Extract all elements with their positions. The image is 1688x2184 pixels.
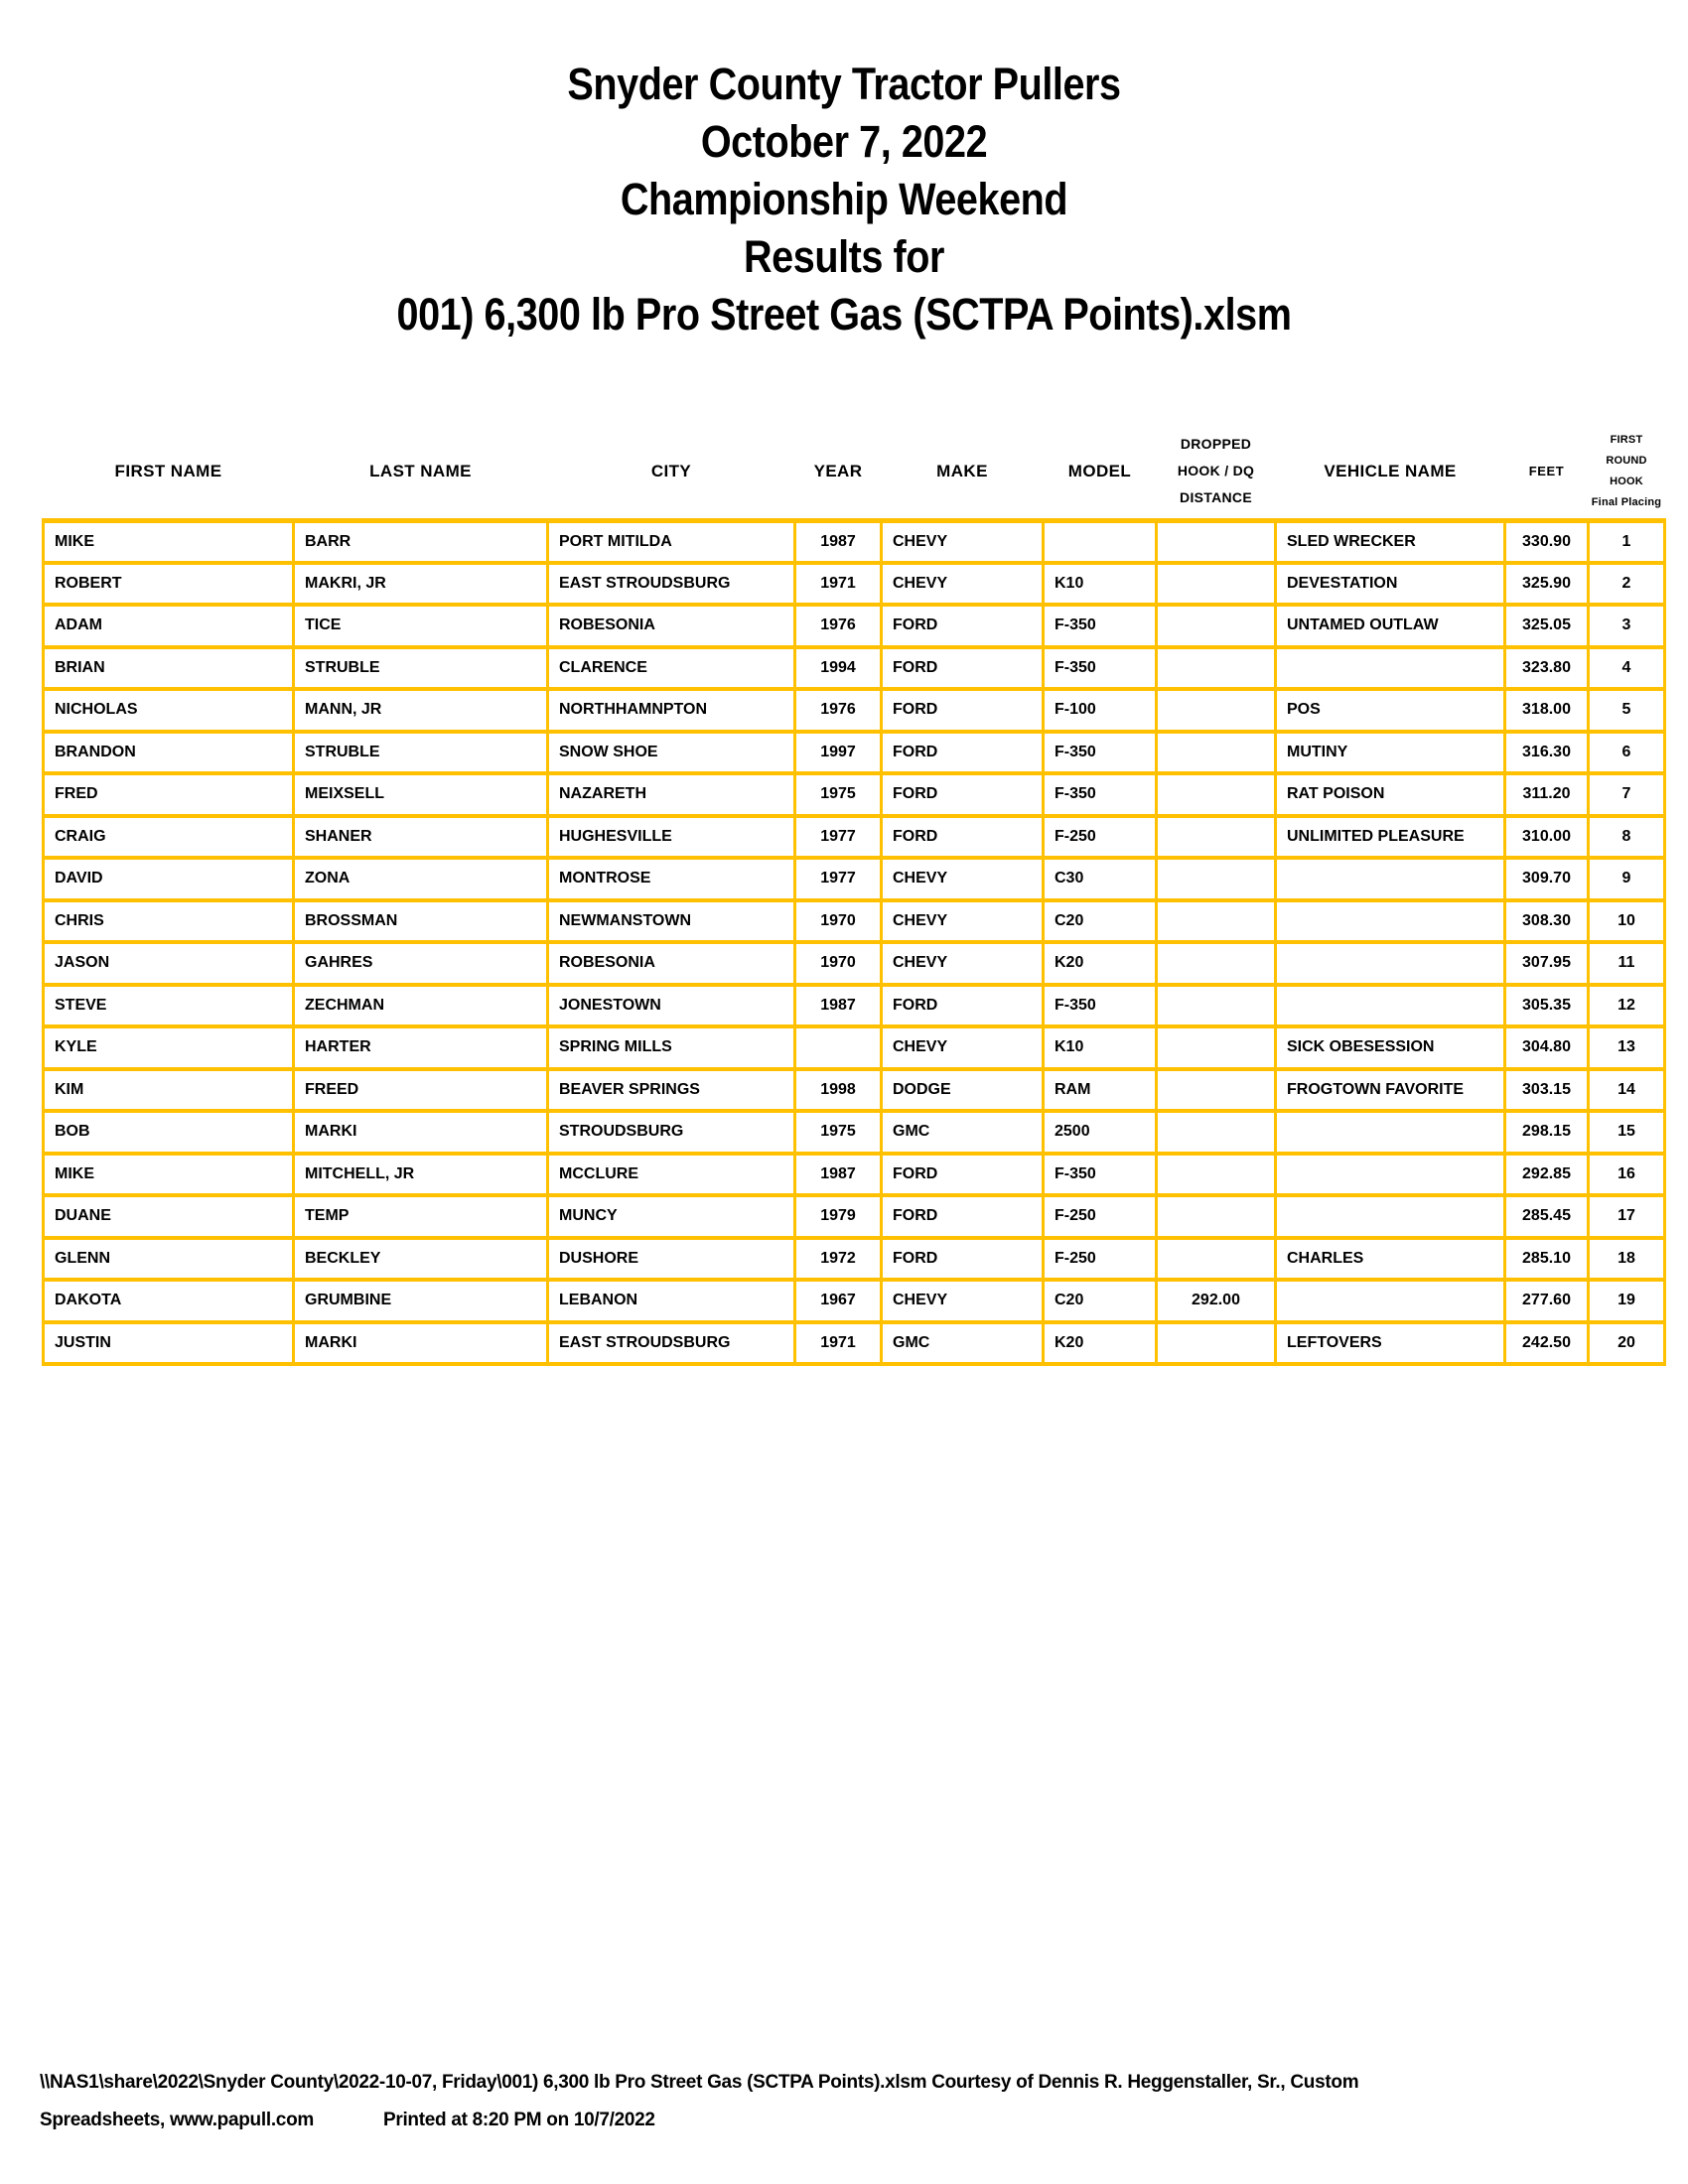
table-cell: 1967 <box>795 1280 882 1322</box>
table-cell: BECKLEY <box>294 1238 548 1281</box>
table-cell: CLARENCE <box>548 647 795 690</box>
table-cell: 1971 <box>795 1322 882 1365</box>
table-cell: CHEVY <box>882 858 1044 900</box>
table-cell: 1987 <box>795 985 882 1027</box>
table-cell: 1979 <box>795 1195 882 1238</box>
table-row <box>44 1154 1665 1196</box>
table-cell: RAT POISON <box>1276 773 1505 816</box>
table-cell: K10 <box>1044 1026 1157 1069</box>
table-cell: MIKE <box>44 1154 294 1196</box>
table-cell: 1997 <box>795 732 882 774</box>
event-name: Championship Weekend <box>620 174 1068 224</box>
table-cell: TICE <box>294 605 548 647</box>
table-cell <box>795 1026 882 1069</box>
table-cell: 323.80 <box>1505 647 1589 690</box>
table-row <box>44 563 1665 606</box>
table-cell <box>1044 520 1157 563</box>
table-cell: FORD <box>882 732 1044 774</box>
table-row <box>44 985 1665 1027</box>
footer-file-path: \\NAS1\share\2022\Snyder County\2022-10-07, Friday\001) 6,300 lb Pro Street Gas (SCTPA Points).xlsm Courtesy of Dennis R. Heggenstaller, Sr., Custom <box>40 2072 1359 2093</box>
col-header-feet: FEET <box>1505 425 1589 520</box>
table-cell <box>1276 942 1505 985</box>
table-cell: HARTER <box>294 1026 548 1069</box>
table-cell <box>1157 605 1276 647</box>
table-cell: 18 <box>1589 1238 1665 1281</box>
table-cell: BRIAN <box>44 647 294 690</box>
col-header-first-round-line3: Final Placing <box>1591 495 1662 508</box>
table-cell: 311.20 <box>1505 773 1589 816</box>
table-cell: FORD <box>882 647 1044 690</box>
table-cell: SNOW SHOE <box>548 732 795 774</box>
table-cell: CHEVY <box>882 1280 1044 1322</box>
table-cell: MEIXSELL <box>294 773 548 816</box>
table-cell: F-250 <box>1044 1238 1157 1281</box>
table-cell: 1976 <box>795 689 882 732</box>
table-cell: KIM <box>44 1069 294 1112</box>
table-cell: 7 <box>1589 773 1665 816</box>
table-cell: 303.15 <box>1505 1069 1589 1112</box>
table-cell: C20 <box>1044 900 1157 943</box>
table-cell: SLED WRECKER <box>1276 520 1505 563</box>
table-cell: 1977 <box>795 858 882 900</box>
table-cell: MITCHELL, JR <box>294 1154 548 1196</box>
table-cell: FORD <box>882 1154 1044 1196</box>
col-header-city: CITY <box>548 425 795 520</box>
table-cell: BROSSMAN <box>294 900 548 943</box>
table-cell: F-350 <box>1044 985 1157 1027</box>
table-row <box>44 858 1665 900</box>
table-cell: F-350 <box>1044 647 1157 690</box>
table-row <box>44 1238 1665 1281</box>
table-cell: F-350 <box>1044 1154 1157 1196</box>
table-cell: GMC <box>882 1322 1044 1365</box>
table-cell: FORD <box>882 605 1044 647</box>
table-cell: FORD <box>882 1195 1044 1238</box>
table-cell: CHEVY <box>882 900 1044 943</box>
table-cell <box>1276 1195 1505 1238</box>
table-cell <box>1276 900 1505 943</box>
table-cell: 305.35 <box>1505 985 1589 1027</box>
footer-printed-at: Printed at 8:20 PM on 10/7/2022 <box>382 2110 655 2130</box>
table-cell: 318.00 <box>1505 689 1589 732</box>
table-cell: FORD <box>882 816 1044 859</box>
table-cell: CRAIG <box>44 816 294 859</box>
table-cell: MUTINY <box>1276 732 1505 774</box>
table-cell: EAST STROUDSBURG <box>548 563 795 606</box>
table-cell: 308.30 <box>1505 900 1589 943</box>
table-cell: 1970 <box>795 900 882 943</box>
table-cell: PORT MITILDA <box>548 520 795 563</box>
table-cell: FROGTOWN FAVORITE <box>1276 1069 1505 1112</box>
table-cell: STRUBLE <box>294 732 548 774</box>
table-cell: GLENN <box>44 1238 294 1281</box>
table-cell: JUSTIN <box>44 1322 294 1365</box>
table-cell: K20 <box>1044 1322 1157 1365</box>
table-cell: NICHOLAS <box>44 689 294 732</box>
table-cell: 1970 <box>795 942 882 985</box>
table-cell <box>1276 1111 1505 1154</box>
table-cell: DUANE <box>44 1195 294 1238</box>
table-cell <box>1157 647 1276 690</box>
table-cell: TEMP <box>294 1195 548 1238</box>
table-cell: 1987 <box>795 520 882 563</box>
col-header-dropped-line2: HOOK / DQ <box>1177 463 1255 479</box>
table-cell: 1975 <box>795 1111 882 1154</box>
table-cell: 277.60 <box>1505 1280 1589 1322</box>
table-cell: 292.85 <box>1505 1154 1589 1196</box>
table-cell: GRUMBINE <box>294 1280 548 1322</box>
table-row <box>44 942 1665 985</box>
table-cell: EAST STROUDSBURG <box>548 1322 795 1365</box>
col-header-year: YEAR <box>795 425 882 520</box>
col-header-first-name: FIRST NAME <box>44 425 294 520</box>
table-cell: 12 <box>1589 985 1665 1027</box>
results-for-label: Results for <box>743 231 944 282</box>
table-cell: DODGE <box>882 1069 1044 1112</box>
table-cell: 8 <box>1589 816 1665 859</box>
col-header-make: MAKE <box>882 425 1044 520</box>
table-cell <box>1276 985 1505 1027</box>
table-cell: MANN, JR <box>294 689 548 732</box>
table-cell: CHEVY <box>882 942 1044 985</box>
table-cell <box>1157 1111 1276 1154</box>
col-header-dropped-line1: DROPPED <box>1180 436 1252 453</box>
table-cell: 304.80 <box>1505 1026 1589 1069</box>
table-row <box>44 1195 1665 1238</box>
table-row <box>44 1111 1665 1154</box>
table-row <box>44 1026 1665 1069</box>
event-date: October 7, 2022 <box>700 116 988 167</box>
table-cell: 1 <box>1589 520 1665 563</box>
table-cell: 242.50 <box>1505 1322 1589 1365</box>
table-cell: F-250 <box>1044 1195 1157 1238</box>
table-cell: 307.95 <box>1505 942 1589 985</box>
table-cell: 1994 <box>795 647 882 690</box>
table-cell: 316.30 <box>1505 732 1589 774</box>
table-cell: LEBANON <box>548 1280 795 1322</box>
table-cell: SPRING MILLS <box>548 1026 795 1069</box>
table-cell: ZECHMAN <box>294 985 548 1027</box>
table-cell <box>1157 563 1276 606</box>
table-cell: 11 <box>1589 942 1665 985</box>
col-header-model: MODEL <box>1044 425 1157 520</box>
table-cell <box>1276 647 1505 690</box>
table-cell: K20 <box>1044 942 1157 985</box>
table-cell: CHEVY <box>882 563 1044 606</box>
table-cell: 4 <box>1589 647 1665 690</box>
table-cell: ROBERT <box>44 563 294 606</box>
table-cell: F-350 <box>1044 732 1157 774</box>
table-cell <box>1157 1069 1276 1112</box>
table-cell: ZONA <box>294 858 548 900</box>
table-cell: BRANDON <box>44 732 294 774</box>
table-cell: ADAM <box>44 605 294 647</box>
table-cell: BOB <box>44 1111 294 1154</box>
table-cell: HUGHESVILLE <box>548 816 795 859</box>
table-cell <box>1157 1238 1276 1281</box>
table-cell <box>1276 1280 1505 1322</box>
table-row <box>44 689 1665 732</box>
table-cell: DUSHORE <box>548 1238 795 1281</box>
table-cell: 309.70 <box>1505 858 1589 900</box>
table-row <box>44 900 1665 943</box>
table-cell <box>1157 942 1276 985</box>
table-header <box>44 425 1665 520</box>
table-cell: 310.00 <box>1505 816 1589 859</box>
table-cell: MARKI <box>294 1322 548 1365</box>
col-header-last-name: LAST NAME <box>294 425 548 520</box>
table-cell: 330.90 <box>1505 520 1589 563</box>
table-cell: 1972 <box>795 1238 882 1281</box>
footer <box>40 2071 1658 2132</box>
table-cell: POS <box>1276 689 1505 732</box>
table-cell: 298.15 <box>1505 1111 1589 1154</box>
table-cell: C30 <box>1044 858 1157 900</box>
table-row <box>44 773 1665 816</box>
table-cell: NEWMANSTOWN <box>548 900 795 943</box>
table-row <box>44 1280 1665 1322</box>
table-cell <box>1157 985 1276 1027</box>
table-cell: GMC <box>882 1111 1044 1154</box>
table-cell: CHEVY <box>882 1026 1044 1069</box>
table-cell <box>1157 689 1276 732</box>
table-row <box>44 647 1665 690</box>
table-cell: JONESTOWN <box>548 985 795 1027</box>
table-cell: MAKRI, JR <box>294 563 548 606</box>
table-cell: SHANER <box>294 816 548 859</box>
table-cell: 1975 <box>795 773 882 816</box>
table-cell: ROBESONIA <box>548 942 795 985</box>
class-filename: 001) 6,300 lb Pro Street Gas (SCTPA Points).xlsm <box>396 289 1292 340</box>
table-cell: STEVE <box>44 985 294 1027</box>
col-header-first-round-hook <box>1589 425 1665 520</box>
table-cell: 13 <box>1589 1026 1665 1069</box>
table-row <box>44 816 1665 859</box>
col-header-vehicle-name: VEHICLE NAME <box>1276 425 1505 520</box>
table-cell <box>1157 858 1276 900</box>
table-row <box>44 520 1665 563</box>
table-cell: 19 <box>1589 1280 1665 1322</box>
table-cell: 16 <box>1589 1154 1665 1196</box>
table-cell: STROUDSBURG <box>548 1111 795 1154</box>
table-cell: 9 <box>1589 858 1665 900</box>
table-cell <box>1276 1154 1505 1196</box>
table-cell: F-100 <box>1044 689 1157 732</box>
table-cell: 325.05 <box>1505 605 1589 647</box>
table-cell: 1977 <box>795 816 882 859</box>
table-cell: RAM <box>1044 1069 1157 1112</box>
table-cell: 2 <box>1589 563 1665 606</box>
table-cell <box>1157 1026 1276 1069</box>
results-tbody <box>44 520 1665 1364</box>
header-row <box>44 425 1665 520</box>
table-cell: ROBESONIA <box>548 605 795 647</box>
table-cell: CHEVY <box>882 520 1044 563</box>
table-cell: 1971 <box>795 563 882 606</box>
table-cell: 3 <box>1589 605 1665 647</box>
table-cell: F-350 <box>1044 605 1157 647</box>
table-cell: GAHRES <box>294 942 548 985</box>
table-cell: FORD <box>882 773 1044 816</box>
table-cell: JASON <box>44 942 294 985</box>
table-cell: F-350 <box>1044 773 1157 816</box>
table-cell <box>1157 1154 1276 1196</box>
table-cell: 20 <box>1589 1322 1665 1365</box>
table-cell: CHRIS <box>44 900 294 943</box>
table-cell: 1987 <box>795 1154 882 1196</box>
table-cell: KYLE <box>44 1026 294 1069</box>
title-block <box>0 59 1688 349</box>
table-cell <box>1157 900 1276 943</box>
table-cell: DAKOTA <box>44 1280 294 1322</box>
table-cell: BEAVER SPRINGS <box>548 1069 795 1112</box>
page-title: Snyder County Tractor Pullers <box>567 59 1121 109</box>
table-cell: 6 <box>1589 732 1665 774</box>
results-section <box>42 425 1663 1366</box>
col-header-dropped-hook <box>1157 425 1276 520</box>
table-cell <box>1157 816 1276 859</box>
table-cell: STRUBLE <box>294 647 548 690</box>
table-cell: K10 <box>1044 563 1157 606</box>
table-cell: MARKI <box>294 1111 548 1154</box>
table-cell: MONTROSE <box>548 858 795 900</box>
table-cell: 5 <box>1589 689 1665 732</box>
table-cell: UNTAMED OUTLAW <box>1276 605 1505 647</box>
table-cell <box>1157 732 1276 774</box>
table-cell: FORD <box>882 985 1044 1027</box>
table-cell: MCCLURE <box>548 1154 795 1196</box>
table-cell: CHARLES <box>1276 1238 1505 1281</box>
table-cell: LEFTOVERS <box>1276 1322 1505 1365</box>
table-cell: F-250 <box>1044 816 1157 859</box>
table-cell: FREED <box>294 1069 548 1112</box>
table-cell: UNLIMITED PLEASURE <box>1276 816 1505 859</box>
table-cell: 325.90 <box>1505 563 1589 606</box>
table-cell: 2500 <box>1044 1111 1157 1154</box>
table-cell <box>1276 858 1505 900</box>
table-cell: 17 <box>1589 1195 1665 1238</box>
col-header-dropped-line3: DISTANCE <box>1180 489 1252 506</box>
table-cell: DAVID <box>44 858 294 900</box>
footer-credit-left: Spreadsheets, www.papull.com <box>40 2110 314 2130</box>
table-cell: NORTHHAMNPTON <box>548 689 795 732</box>
table-row <box>44 1069 1665 1112</box>
table-cell <box>1157 1195 1276 1238</box>
table-row <box>44 605 1665 647</box>
table-cell: 285.10 <box>1505 1238 1589 1281</box>
table-cell: SICK OBESESSION <box>1276 1026 1505 1069</box>
table-cell: FORD <box>882 689 1044 732</box>
col-header-first-round-line2: HOOK <box>1610 475 1643 487</box>
table-cell <box>1157 1322 1276 1365</box>
table-cell: MUNCY <box>548 1195 795 1238</box>
table-cell: MIKE <box>44 520 294 563</box>
table-row <box>44 732 1665 774</box>
table-cell: 15 <box>1589 1111 1665 1154</box>
footer-credit-line <box>40 2109 1658 2132</box>
table-cell: DEVESTATION <box>1276 563 1505 606</box>
table-cell: FORD <box>882 1238 1044 1281</box>
table-cell: 1976 <box>795 605 882 647</box>
table-cell: NAZARETH <box>548 773 795 816</box>
table-cell: 285.45 <box>1505 1195 1589 1238</box>
table-cell: 14 <box>1589 1069 1665 1112</box>
table-cell: BARR <box>294 520 548 563</box>
table-cell: 10 <box>1589 900 1665 943</box>
table-row <box>44 1322 1665 1365</box>
table-cell <box>1157 520 1276 563</box>
table-cell: FRED <box>44 773 294 816</box>
results-table <box>42 425 1666 1366</box>
table-cell: 1998 <box>795 1069 882 1112</box>
col-header-first-round-line1: FIRST ROUND <box>1606 433 1647 467</box>
table-cell: 292.00 <box>1157 1280 1276 1322</box>
table-cell <box>1157 773 1276 816</box>
table-cell: C20 <box>1044 1280 1157 1322</box>
